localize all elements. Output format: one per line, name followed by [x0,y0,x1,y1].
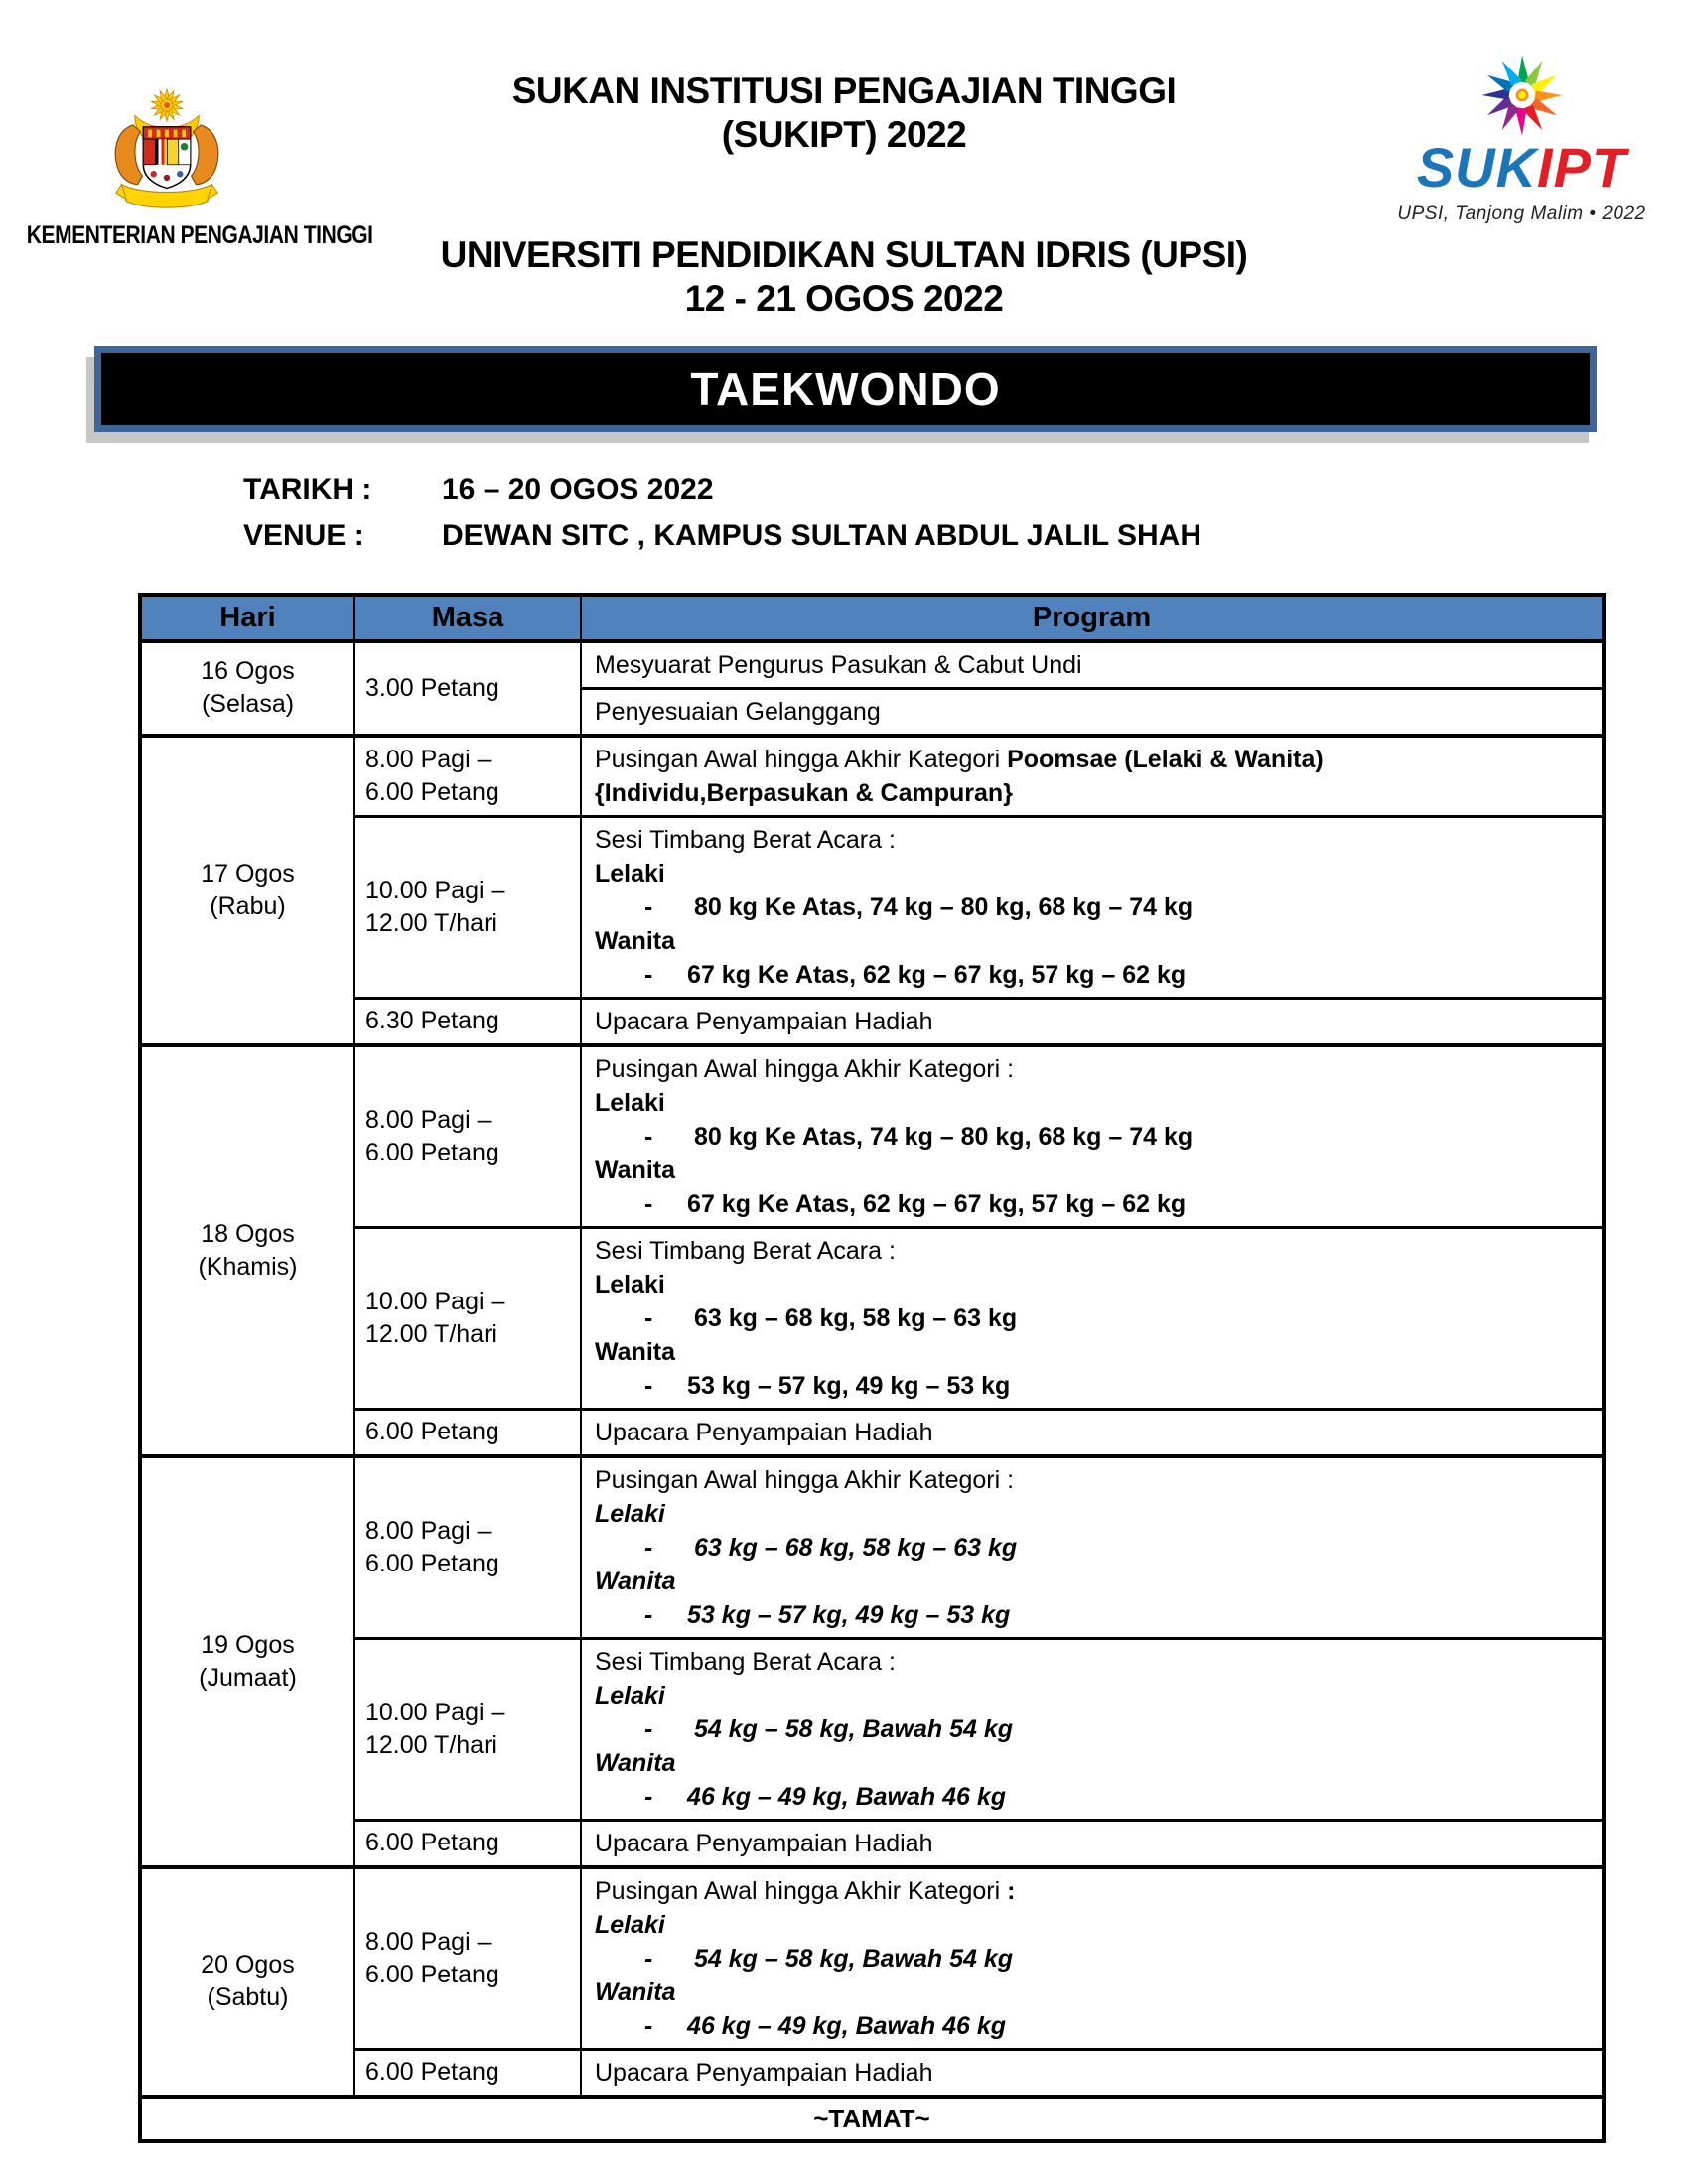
time-cell: 8.00 Pagi – 6.00 Petang [354,1867,581,2050]
time-cell: 6.00 Petang [354,1820,581,1867]
program-cell [581,1867,1604,2050]
program-line: - 53 kg – 57 kg, 49 kg – 53 kg [644,1371,1011,1400]
time-cell: 8.00 Pagi – 6.00 Petang [354,736,581,817]
schedule-row [140,1409,1604,1456]
time-cell: 6.30 Petang [354,998,581,1045]
ministry-label: KEMENTERIAN PENGAJIAN TINGGI [26,221,373,249]
time-cell: 8.00 Pagi – 6.00 Petang [354,1045,581,1228]
venue-row [243,519,1688,553]
event-title-line-1: SUKAN INSTITUSI PENGAJIAN TINGGI [511,70,1177,111]
schedule-row [140,1456,1604,1639]
program-line: Upacara Penyampaian Hadiah [595,2058,933,2087]
event-title-line-2: (SUKIPT) 2022 [721,113,967,155]
event-banner-title: TAEKWONDO [690,362,1001,415]
column-header-masa: Masa [354,595,581,641]
schedule-row [140,1638,1604,1820]
sukipt-starburst-icon [1477,50,1568,141]
schedule-table-header [140,595,1604,641]
program-line: - 63 kg – 68 kg, 58 kg – 63 kg [644,1533,1018,1562]
program-line: Wanita [595,1567,676,1595]
ministry-logo-block [0,48,373,250]
day-cell: 16 Ogos (Selasa) [140,641,354,736]
program-line: - 46 kg – 49 kg, Bawah 46 kg [644,2011,1007,2040]
tarikh-row [243,474,1688,507]
sukipt-logo [1355,48,1688,225]
program-cell [581,736,1604,817]
time-cell: 3.00 Petang [354,641,581,736]
page-header [0,0,1688,321]
program-cell [581,641,1604,689]
schedule-table [138,593,1606,2143]
program-cell [581,1820,1604,1867]
program-cell [581,688,1604,736]
sukipt-wordmark-red: IPT [1537,136,1627,199]
program-line: Wanita [595,1978,676,2006]
program-line: Pusingan Awal hingga Akhir Kategori : [595,1054,1015,1083]
day-cell: 17 Ogos (Rabu) [140,736,354,1045]
time-cell: 6.00 Petang [354,1409,581,1456]
venue-value: DEWAN SITC , KAMPUS SULTAN ABDUL JALIL SHAH [442,518,1202,552]
day-cell: 19 Ogos (Jumaat) [140,1456,354,1867]
program-line: - 80 kg Ke Atas, 74 kg – 80 kg, 68 kg – 74 kg [644,892,1194,921]
schedule-row [140,998,1604,1045]
program-line: Lelaki [595,1270,665,1298]
time-cell: 10.00 Pagi – 12.00 T/hari [354,1638,581,1820]
program-line: Sesi Timbang Berat Acara : [595,825,896,854]
program-cell [581,2049,1604,2097]
time-cell: 6.00 Petang [354,2049,581,2097]
schedule-row [140,816,1604,998]
program-line: - 67 kg Ke Atas, 62 kg – 67 kg, 57 kg – 62 kg [644,1189,1187,1218]
tarikh-label: TARIKH : [243,473,372,506]
column-header-hari: Hari [140,595,354,641]
program-line: Wanita [595,1337,676,1366]
program-line: - 53 kg – 57 kg, 49 kg – 53 kg [644,1600,1011,1629]
program-line: Penyesuaian Gelanggang [595,697,881,726]
schedule-row [140,1045,1604,1228]
program-cell [581,1045,1604,1228]
table-footer-tamat: ~TAMAT~ [140,2097,1604,2141]
event-details [243,474,1688,553]
program-line: - 54 kg – 58 kg, Bawah 54 kg [644,1944,1013,1973]
sukipt-wordmark-blue: SUK [1416,136,1538,199]
footer-row [140,2097,1604,2141]
program-line: Upacara Penyampaian Hadiah [595,1418,933,1446]
day-cell: 20 Ogos (Sabtu) [140,1867,354,2097]
program-line: {Individu,Berpasukan & Campuran} [595,778,1013,807]
program-line: Lelaki [595,1088,665,1117]
event-banner [94,346,1597,432]
tarikh-value: 16 – 20 OGOS 2022 [442,473,714,506]
schedule-table-body [140,641,1604,2141]
program-line: Wanita [595,1748,676,1777]
program-cell [581,1638,1604,1820]
time-cell: 8.00 Pagi – 6.00 Petang [354,1456,581,1639]
sukipt-tagline: UPSI, Tanjong Malim • 2022 [1397,204,1646,224]
program-line: Sesi Timbang Berat Acara : [595,1647,896,1676]
schedule-row [140,1227,1604,1409]
program-line: Wanita [595,926,676,955]
sukipt-wordmark [1355,136,1688,199]
program-line: Lelaki [595,1681,665,1709]
program-line: Lelaki [595,1910,665,1939]
title-block [333,48,1355,321]
program-cell [581,816,1604,998]
program-cell [581,1456,1604,1639]
host-title-line-1: UNIVERSITI PENDIDIKAN SULTAN IDRIS (UPSI) [440,234,1248,276]
program-line: - 67 kg Ke Atas, 62 kg – 67 kg, 57 kg – 62 kg [644,960,1187,989]
program-line: Lelaki [595,1499,665,1528]
host-title-line-2: 12 - 21 OGOS 2022 [684,277,1004,319]
program-line: Upacara Penyampaian Hadiah [595,1829,933,1857]
program-cell [581,1409,1604,1456]
program-line: Sesi Timbang Berat Acara : [595,1236,896,1265]
schedule-row [140,736,1604,817]
time-cell: 10.00 Pagi – 12.00 T/hari [354,816,581,998]
column-header-program: Program [581,595,1604,641]
program-line: - 46 kg – 49 kg, Bawah 46 kg [644,1782,1007,1811]
schedule-row [140,1820,1604,1867]
program-cell [581,1227,1604,1409]
program-line: - 80 kg Ke Atas, 74 kg – 80 kg, 68 kg – 74 kg [644,1122,1194,1151]
program-line: Mesyuarat Pengurus Pasukan & Cabut Undi [595,650,1082,679]
venue-label: VENUE : [243,518,364,552]
malaysia-coat-of-arms-icon [91,87,242,214]
program-line: Pusingan Awal hingga Akhir Kategori Poomsae (Lelaki & Wanita) [595,745,1324,773]
time-cell: 10.00 Pagi – 12.00 T/hari [354,1227,581,1409]
day-cell: 18 Ogos (Khamis) [140,1045,354,1456]
program-line: Lelaki [595,859,665,887]
schedule-row [140,2049,1604,2097]
schedule-row [140,641,1604,689]
schedule-row [140,1867,1604,2050]
program-line: Wanita [595,1156,676,1184]
program-line: Pusingan Awal hingga Akhir Kategori : [595,1465,1015,1494]
program-line: - 63 kg – 68 kg, 58 kg – 63 kg [644,1303,1018,1332]
program-line: Pusingan Awal hingga Akhir Kategori : [595,1876,1016,1905]
program-cell [581,998,1604,1045]
program-line: - 54 kg – 58 kg, Bawah 54 kg [644,1714,1013,1743]
program-line: Upacara Penyampaian Hadiah [595,1007,933,1035]
